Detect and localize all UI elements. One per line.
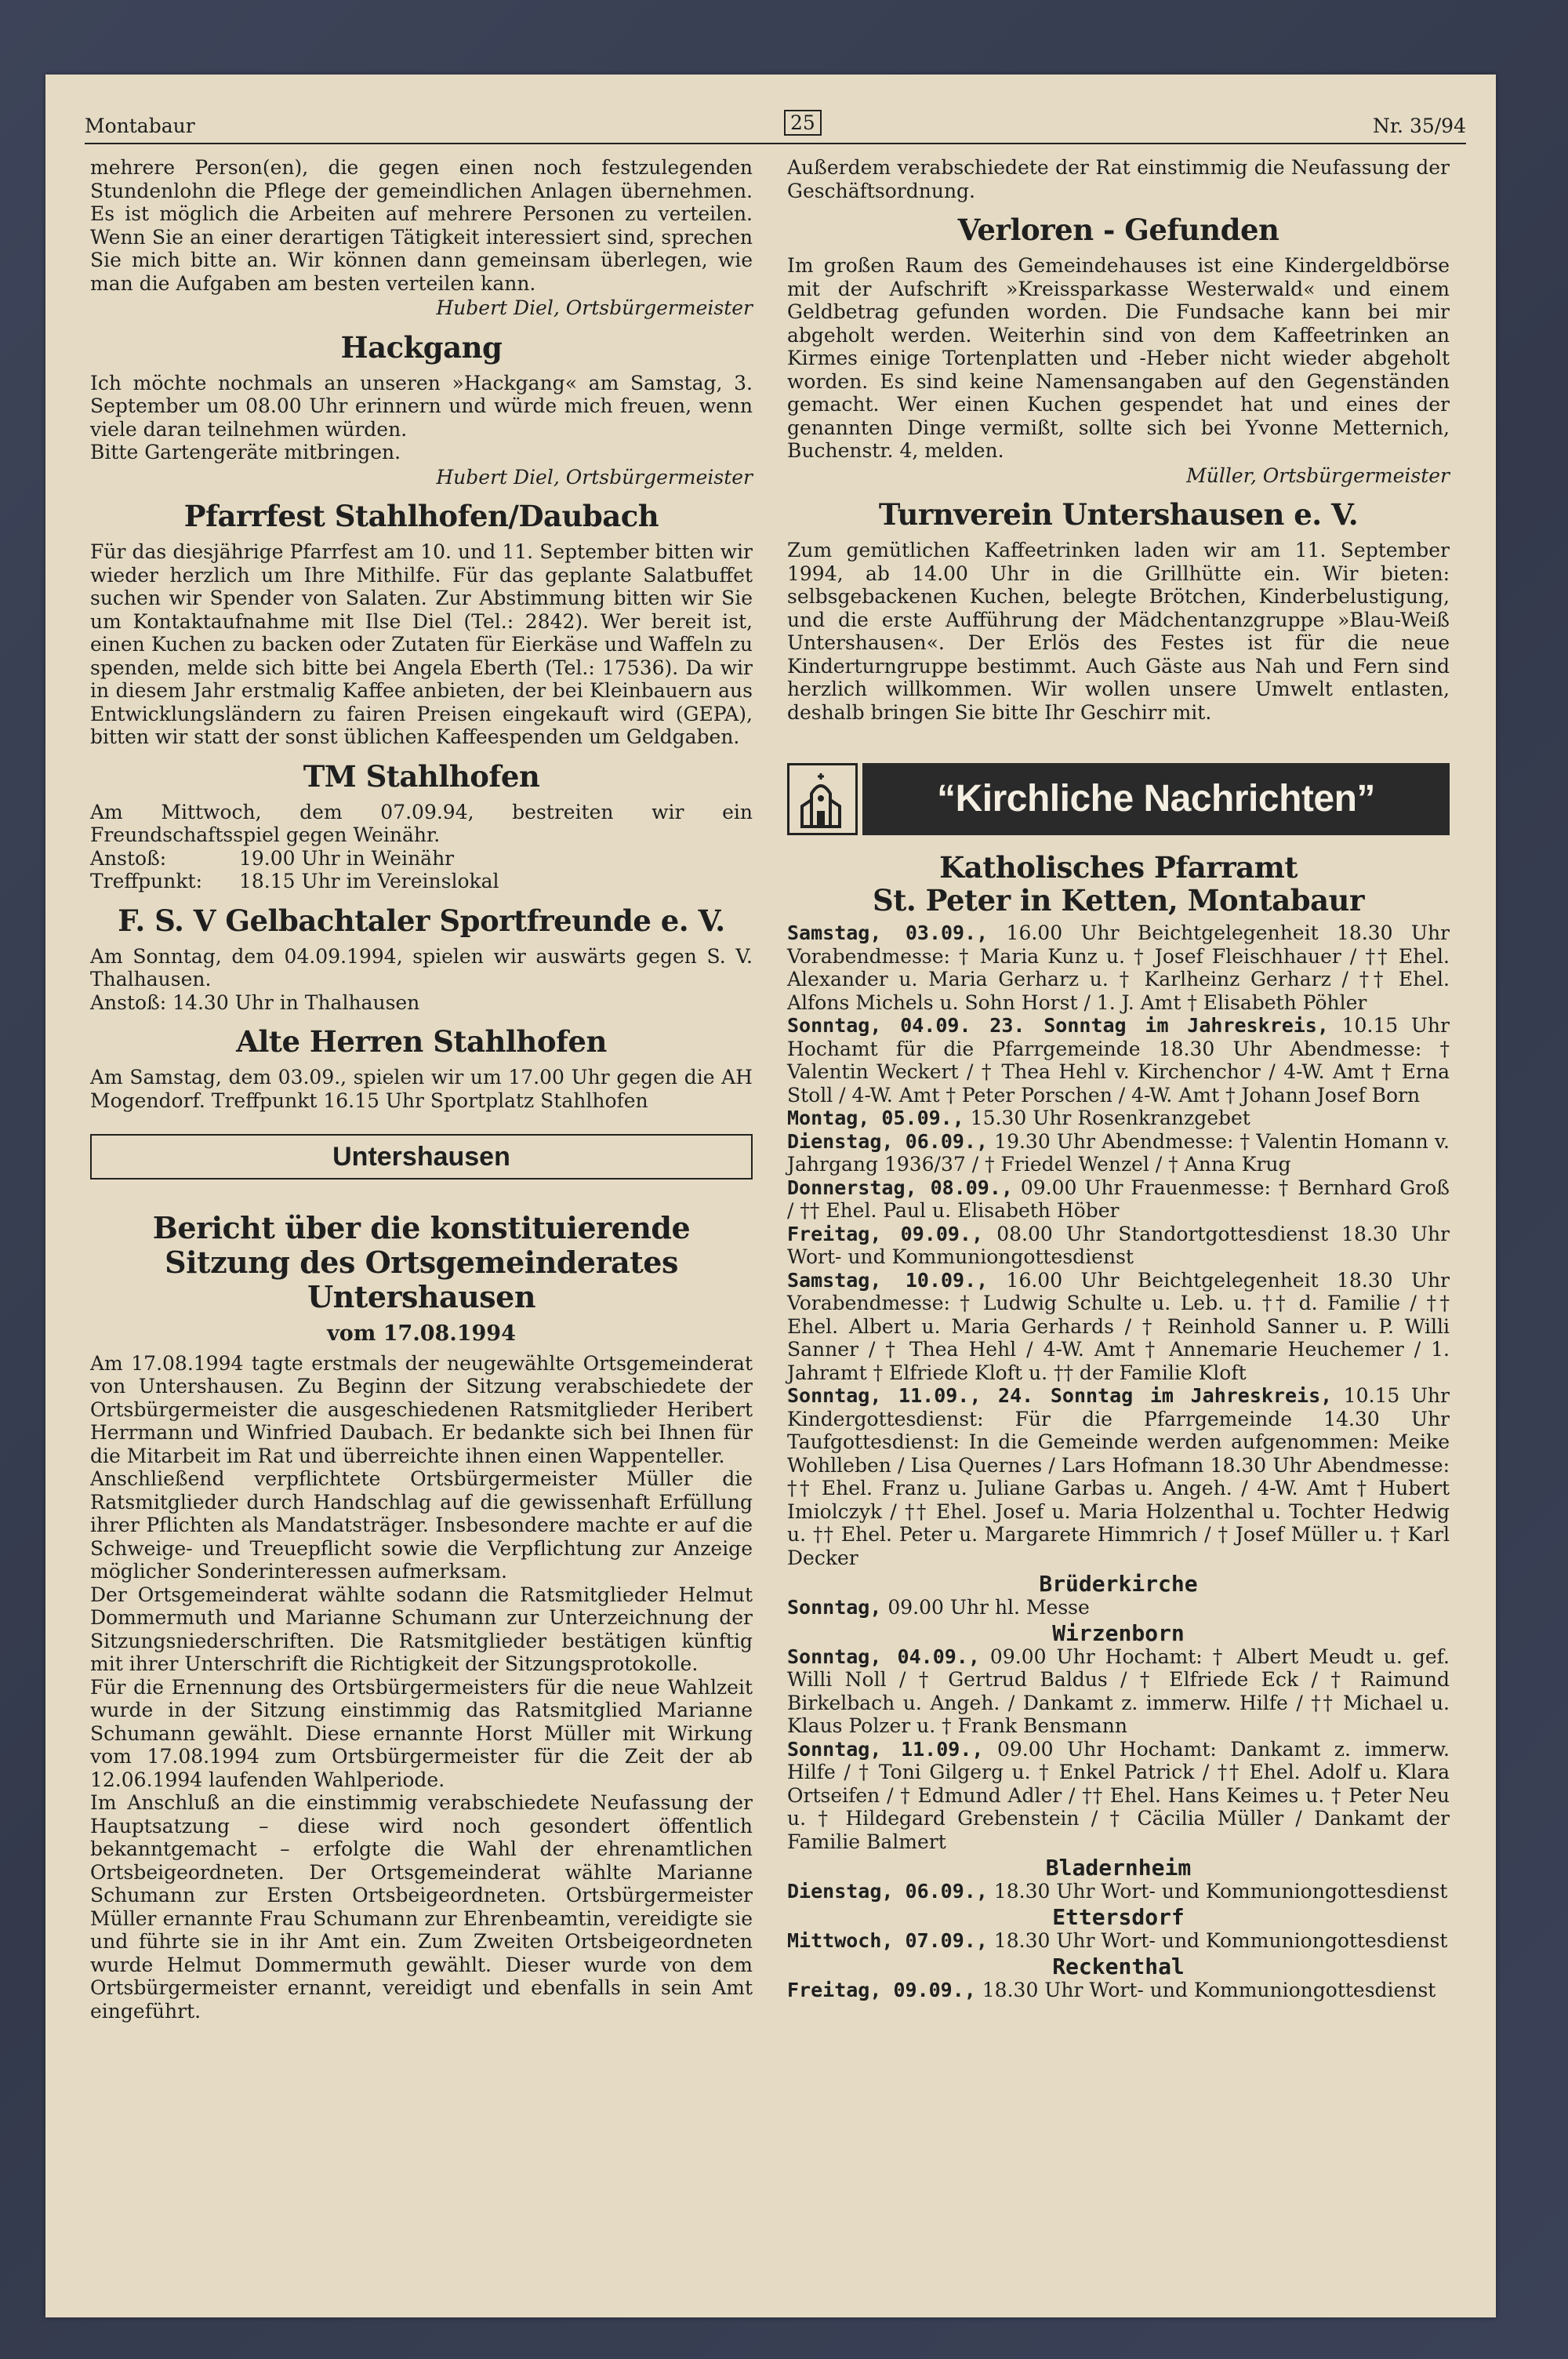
schedule-entry [787, 921, 1450, 1014]
entry-date: Freitag, 09.09., [787, 1222, 984, 1245]
entry-text: 19.30 Uhr Abendmesse: † Valentin Homann v. Jahrgang 1936/37 / † Friedel Wenzel / † Anna Krug [787, 1129, 1450, 1176]
ah-text: Am Samstag, dem 03.09., spielen wir um 17.00 Uhr gegen die AH Mogendorf. Treffpunkt 16.15 Uhr Sportplatz Stahlhofen [90, 1066, 753, 1112]
schedule-entry [787, 1130, 1450, 1176]
bericht-p2: Anschließend verpflichtete Ortsbürgermeister Müller die Ratsmitglieder durch Handschlag auf die gewissenhaft Erfüllung ihrer Pflichten als Mandatsträger. Insbesondere machte er auf die Schweige- und Treuepflicht sowie die Verpflichtung zur Anzeige möglicher Sonderinteressen aufmerksam. [90, 1467, 753, 1583]
schedule-entry [787, 1645, 1450, 1738]
entry-date: Sonntag, 04.09. 23. Sonntag im Jahreskreis, [787, 1014, 1329, 1037]
heading-reckenthal: Reckenthal [1052, 1954, 1185, 1979]
page-header [85, 110, 1466, 144]
schedule-entry [787, 1738, 1450, 1854]
verloren-text: Im großen Raum des Gemeindehauses ist eine Kindergeldbörse mit der Aufschrift »Kreissparkasse Westerwald« und einem Geldbetrag gefunden worden. Die Fundsache kann bei mir abgeholt werden. Weiterhin sind von dem Kaffeetrinken an Kirmes einige Tortenplatten und -Heber nicht wieder abgeholt worden. Es sind keine Namensangaben auf den Gegenständen gemacht. Wer einen Kuchen gespendet hat und eines der genannten Dinge vermißt, sollte sich bei Yvonne Metternich, Buchenstr. 4, melden. [787, 254, 1450, 462]
section-box-untershausen: Untershausen [90, 1134, 753, 1180]
bericht-p1: Am 17.08.1994 tagte erstmals der neugewählte Ortsgemeinderat von Untershausen. Zu Beginn der Sitzung verabschiedete der Ortsbürgermeister die ausgeschiedenen Ratsmitglieder Heribert Herrmann und Winfried Daubach. Er bedankte sich bei Ihnen für die Mitarbeit im Rat und überreichte ihnen einen Wappenteller. [90, 1351, 753, 1467]
entry-text: 18.30 Uhr Wort- und Kommuniongottesdienst [987, 1879, 1448, 1903]
label: Treffpunkt: [90, 870, 203, 892]
entry-text: 16.00 Uhr Beichtgelegenheit 18.30 Uhr Vorabendmesse: † Ludwig Schulte u. Leb. u. †† d. Familie / †† Ehel. Albert u. Maria Gerhards / † Reinhold Sanner u. P. Willi Sanner / † Thea Hehl / 4-W. Amt † Annemarie Heuchemer / 1. Jahramt † Elfriede Kloft u. †† der Familie Kloft [787, 1268, 1450, 1384]
hackgang-text: Ich möchte nochmals an unseren »Hackgang« am Samstag, 3. September um 08.00 Uhr erinnern und würde mich freuen, wenn viele daran teilnehmen würden. [90, 371, 753, 441]
turnverein-text: Zum gemütlichen Kaffeetrinken laden wir am 11. September 1994, ab 14.00 Uhr in die Grillhütte ein. Wir bieten: selbsgebackenen Kuchen, belegte Brötchen, Kinderbelustigung, und die erste Aufführung der Mädchentanzgruppe »Blau-Weiß Untershausen«. Der Erlös des Festes ist für die neue Kinderturngruppe bestimmt. Auch Gäste aus Nah und Fern sind herzlich willkommen. Wir wollen unsere Umwelt entlasten, deshalb bringen Sie bitte Ihr Geschirr mit. [787, 539, 1450, 724]
fsv-anstoss: Anstoß: 14.30 Uhr in Thalhausen [90, 990, 420, 1014]
entry-text: 09.00 Uhr hl. Messe [881, 1595, 1090, 1619]
heading-turnverein: Turnverein Untershausen e. V. [878, 497, 1359, 532]
mass-schedule [787, 921, 1450, 1569]
heading-pfarramt: Katholisches Pfarramt [939, 850, 1298, 885]
entry-date: Sonntag, 04.09., [787, 1645, 980, 1668]
intro-paragraph: mehrere Person(en), die gegen einen noch festzulegenden Stundenlohn die Pflege der gemeindlichen Anlagen übernehmen. Es ist möglich die Arbeiten auf mehrere Personen zu verteilen. Wenn Sie an einer derartigen Tätigkeit interessiert sind, sprechen Sie mich bitte an. Wir können dann gemeinsam überlegen, wie man die Aufgaben am besten verteilen kann. [90, 156, 753, 295]
entry-text: 09.00 Uhr Hochamt: † Albert Meudt u. gef. Willi Noll / † Gertrud Baldus / † Elfriede Eck / † Raimund Birkelbach u. Angeh. / Dankamt z. immerw. Hilfe / †† Michael u. Klaus Polzer u. † Frank Bensmann [787, 1645, 1450, 1737]
label: Anstoß: [90, 846, 167, 870]
fsv-text: Am Sonntag, dem 04.09.1994, spielen wir auswärts gegen S. V. Thalhausen. [90, 944, 753, 990]
bericht-p3: Der Ortsgemeinderat wählte sodann die Ratsmitglieder Helmut Dommermuth und Marianne Schumann zur Unterzeichnung der Sitzungsniederschriften. Die Ratsmitglieder bestätigen künftig mit ihrer Unterschrift die Richtigkeit der Sitzungsprotokolle. [90, 1583, 753, 1675]
entry-text: 09.00 Uhr Frauenmesse: † Bernhard Groß / †† Ehel. Paul u. Elisabeth Höber [787, 1176, 1450, 1222]
signature: Hubert Diel, Ortsbürgermeister [436, 465, 753, 489]
entry-date: Sonntag, 11.09., [787, 1737, 984, 1761]
page-number: 25 [784, 110, 822, 136]
hackgang-note: Bitte Gartengeräte mitbringen. [90, 441, 401, 463]
entry-text: 15.30 Uhr Rosenkranzgebet [964, 1107, 1250, 1129]
bericht-p5: Im Anschluß an die einstimmig verabschiedete Neufassung der Hauptsatzung – diese wird noch gesondert öffentlich bekanntgemacht – erfolgte die Wahl der ehrenamtlichen Ortsbeigeordneten. Der Ortsgemeinderat wählte Marianne Schumann zur Ersten Ortsbeigeordneten. Ortsbürgermeister Müller ernannte Frau Schumann zur Ehrenbeamtin, vereidigte sie und führte sie in ihr Amt ein. Zum Zweiten Ortsbeigeordneten wurde Helmut Dommermuth gewählt. Dieser wurde von dem Ortsbürgermeister ernannt, vereidigt und ebenfalls in sein Amt eingeführt. [90, 1791, 753, 2023]
entry-text: 18.30 Uhr Wort- und Kommuniongottesdienst [975, 1978, 1436, 2001]
heading-bruederkirche: Brüderkirche [1039, 1571, 1198, 1597]
heading-fsv: F. S. V Gelbachtaler Sportfreunde e. V. [118, 903, 725, 938]
schedule-entry [787, 1176, 1450, 1223]
header-place: Montabaur [85, 114, 195, 137]
heading-hackgang: Hackgang [340, 329, 503, 365]
value: 18.15 Uhr im Vereinslokal [239, 870, 499, 892]
entry-text: 18.30 Uhr Wort- und Kommuniongottesdienst [987, 1928, 1448, 1952]
schedule-entry [787, 1596, 1450, 1619]
schedule-entry [787, 1014, 1450, 1107]
right-intro: Außerdem verabschiedete der Rat einstimmig die Neufassung der Geschäftsordnung. [787, 156, 1450, 202]
bericht-p4: Für die Ernennung des Ortsbürgermeisters für die neue Wahlzeit wurde in der Sitzung einstimmig das Ratsmitglied Marianne Schumann gewählt. Diese ernannte Horst Müller mit Wirkung vom 17.08.1994 zum Ortsbürgermeister für die Zeit der ab 12.06.1994 laufenden Wahlperiode. [90, 1675, 753, 1791]
heading-pfarrfest: Pfarrfest Stahlhofen/Daubach [183, 499, 659, 533]
signature: Hubert Diel, Ortsbürgermeister [436, 296, 753, 319]
issue-number: Nr. 35/94 [1372, 114, 1466, 137]
entry-date: Freitag, 09.09., [787, 1978, 976, 2001]
schedule-entry [787, 1384, 1450, 1569]
schedule-entry [787, 1880, 1450, 1903]
entry-text: 08.00 Uhr Standortgottesdienst 18.30 Uhr Wort- und Kommuniongottesdienst [787, 1222, 1450, 1268]
entry-date: Sonntag, 11.09., 24. Sonntag im Jahreskreis, [787, 1384, 1333, 1407]
church-icon [787, 763, 858, 835]
left-column [90, 156, 753, 2023]
heading-ettersdorf: Ettersdorf [1052, 1904, 1185, 1930]
entry-date: Montag, 05.09., [787, 1107, 964, 1129]
entry-date: Mittwoch, 07.09., [787, 1928, 988, 1952]
tm-anstoss [90, 847, 753, 871]
entry-text: 09.00 Uhr Hochamt: Dankamt z. immerw. Hilfe / † Toni Gilgerg u. † Enkel Patrick / †† Ehel. Adolf u. Klara Ortseifen / † Edmund Adler / †† Ehel. Hans Keimes u. † Peter Neu u. † Hildegard Grebenstein / † Cäcilia Müller / Dankamt der Familie Balmert [787, 1737, 1450, 1853]
entry-date: Samstag, 10.09., [787, 1268, 989, 1292]
schedule-entry [787, 1269, 1450, 1385]
entry-date: Donnerstag, 08.09., [787, 1176, 1013, 1199]
heading-verloren: Verloren - Gefunden [957, 213, 1279, 247]
newspaper-page [45, 75, 1496, 2317]
kirchliche-nachrichten-banner [787, 763, 1450, 835]
banner-title: “Kirchliche Nachrichten” [862, 763, 1450, 835]
entry-text: 10.15 Uhr Kindergottesdienst: Für die Pfarrgemeinde 14.30 Uhr Taufgottesdienst: In die Gemeinde werden aufgenommen: Meike Wohlleben / Lisa Quernes / Lars Hofmann 18.30 Uhr Abendmesse: †† Ehel. Franz u. Juliane Garbas u. Angeh. / 4-W. Amt † Hubert Imiolczyk / †† Ehel. Josef u. Maria Holzenthal u. Tochter Hedwig u. †† Ehel. Peter u. Margarete Himmrich / † Josef Müller u. † Karl Decker [787, 1384, 1450, 1569]
entry-date: Dienstag, 06.09., [787, 1129, 989, 1153]
tm-text: Am Mittwoch, dem 07.09.94, bestreiten wir ein Freundschaftsspiel gegen Weinähr. [90, 800, 753, 846]
entry-date: Dienstag, 06.09., [787, 1879, 988, 1903]
schedule-entry [787, 1107, 1450, 1130]
schedule-entry [787, 1979, 1450, 2002]
entry-text: 10.15 Uhr Hochamt für die Pfarrgemeinde 18.30 Uhr Abendmesse: † Valentin Weckert / † Thea Hehl v. Kirchenchor / 4-W. Amt † Erna Stoll / 4-W. Amt † Peter Porschen / 4-W. Amt † Johann Josef Born [787, 1014, 1450, 1107]
signature: Müller, Ortsbürgermeister [1186, 463, 1450, 487]
heading-alte-herren: Alte Herren Stahlhofen [236, 1024, 607, 1059]
schedule-entry [787, 1929, 1450, 1953]
schedule-entry [787, 1223, 1450, 1269]
heading-pfarramt-sub: St. Peter in Ketten, Montabaur [873, 883, 1364, 918]
pfarrfest-text: Für das diesjährige Pfarrfest am 10. und 11. September bitten wir wieder herzlich um Ihre Mithilfe. Für das geplante Salatbuffet suchen wir Spender von Salaten. Zur Abstimmung bitten wir Sie um Kontaktaufnahme mit Ilse Diel (Tel.: 2842). Wer bereit ist, einen Kuchen zu backen oder Zutaten für Eierkäse und Waffeln zu spenden, melde sich bitte bei Angela Eberth (Tel.: 17536). Da wir in diesem Jahr erstmalig Kaffee anbieten, der bei Kleinbauern aus Entwicklungsländern zu fairen Preisen eingekauft wird (GEPA), bitten wir statt der sonst üblichen Kaffeespenden um Geldgaben. [90, 540, 753, 748]
right-column [787, 156, 1450, 2001]
heading-bladernheim: Bladernheim [1045, 1855, 1192, 1881]
entry-text: 16.00 Uhr Beichtgelegenheit 18.30 Uhr Vorabendmesse: † Maria Kunz u. † Josef Fleischhauer / †† Ehel. Alexander u. Maria Gerharz u. † Karlheinz Gerharz / †† Ehel. Alfons Michels u. Sohn Horst / 1. J. Amt † Elisabeth Pöhler [787, 921, 1450, 1014]
heading-bericht: Bericht über die konstituierende Sitzung des Ortsgemeinderates Untershausen [152, 1210, 691, 1314]
heading-tm-stahlhofen: TM Stahlhofen [303, 758, 540, 794]
entry-date: Sonntag, [787, 1595, 882, 1619]
value: 19.00 Uhr in Weinähr [239, 846, 455, 870]
bericht-subtitle: vom 17.08.1994 [327, 1321, 516, 1346]
heading-wirzenborn: Wirzenborn [1052, 1620, 1185, 1646]
tm-treffpunkt [90, 870, 753, 893]
entry-date: Samstag, 03.09., [787, 921, 989, 944]
